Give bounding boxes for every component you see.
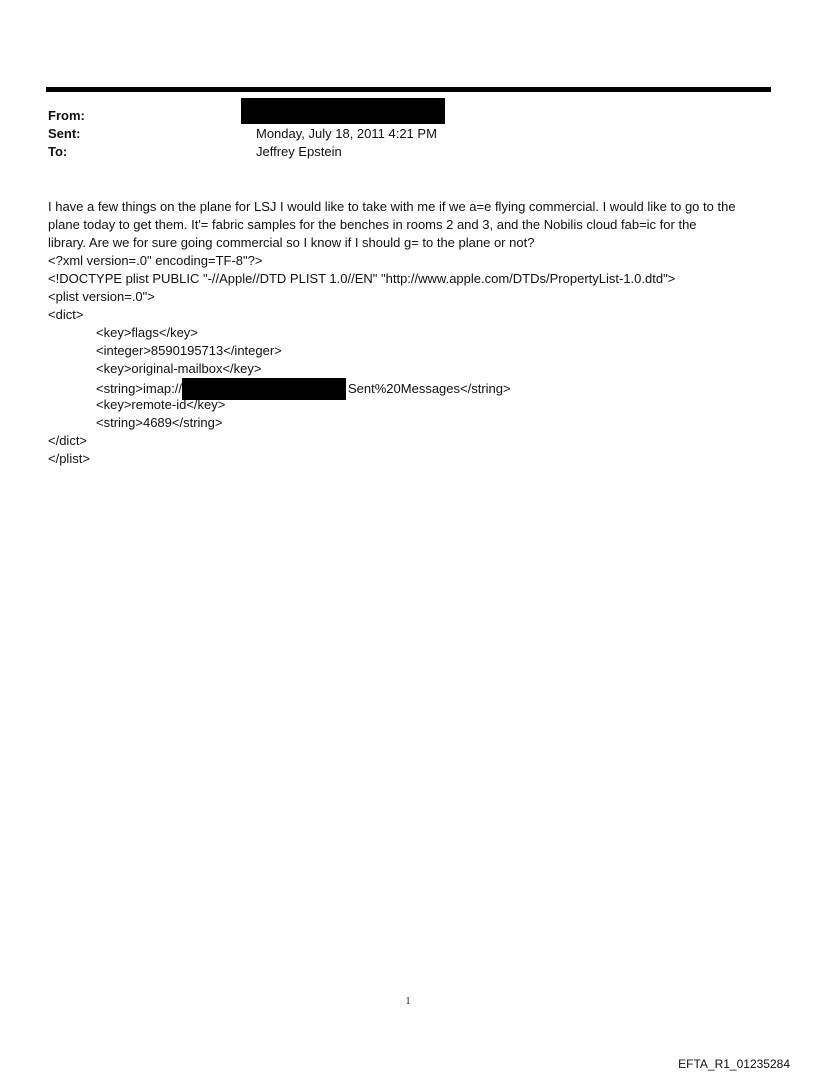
body-line: library. Are we for sure going commercial so I know if I should g= to the plane or not?: [48, 235, 535, 250]
remote-key-line: <key>remote-id</key>: [96, 397, 226, 412]
sent-value: Monday, July 18, 2011 4:21 PM: [256, 126, 437, 141]
header-rule: [46, 87, 771, 92]
dict-open-line: <dict>: [48, 307, 84, 322]
message-body: [48, 198, 778, 468]
plist-close-line: </plist>: [48, 451, 90, 466]
from-label: From:: [48, 108, 85, 123]
xml-declaration-line: <?xml version=.0" encoding=TF-8"?>: [48, 253, 263, 268]
body-line: plane today to get them. It'= fabric samples for the benches in rooms 2 and 3, and the Nobilis cloud fab=ic for the: [48, 217, 697, 232]
flags-key-line: <key>flags</key>: [96, 325, 198, 340]
mailbox-value-suffix: Sent%20Messages</string>: [348, 381, 511, 396]
to-label: To:: [48, 144, 68, 159]
plist-open-line: <plist version=.0">: [48, 289, 155, 304]
to-value: Jeffrey Epstein: [256, 144, 342, 159]
flags-value-line: <integer>8590195713</integer>: [96, 343, 282, 358]
remote-value-line: <string>4689</string>: [96, 415, 223, 430]
document-id: EFTA_R1_01235284: [678, 1057, 790, 1071]
mailbox-key-line: <key>original-mailbox</key>: [96, 361, 262, 376]
dict-close-line: </dict>: [48, 433, 88, 448]
sent-label: Sent:: [48, 126, 81, 141]
body-line: I have a few things on the plane for LSJ I would like to take with me if we a=e flying commercial. I would like to go to the: [48, 199, 736, 214]
mailbox-value-prefix: <string>imap://: [96, 381, 182, 396]
mailbox-value-line: [48, 378, 778, 396]
from-redaction: [241, 98, 445, 124]
doctype-line: <!DOCTYPE plist PUBLIC "-//Apple//DTD PLIST 1.0//EN" "http://www.apple.com/DTDs/PropertyList-1.0.dtd">: [48, 271, 676, 286]
page-number: 1: [405, 996, 411, 1007]
